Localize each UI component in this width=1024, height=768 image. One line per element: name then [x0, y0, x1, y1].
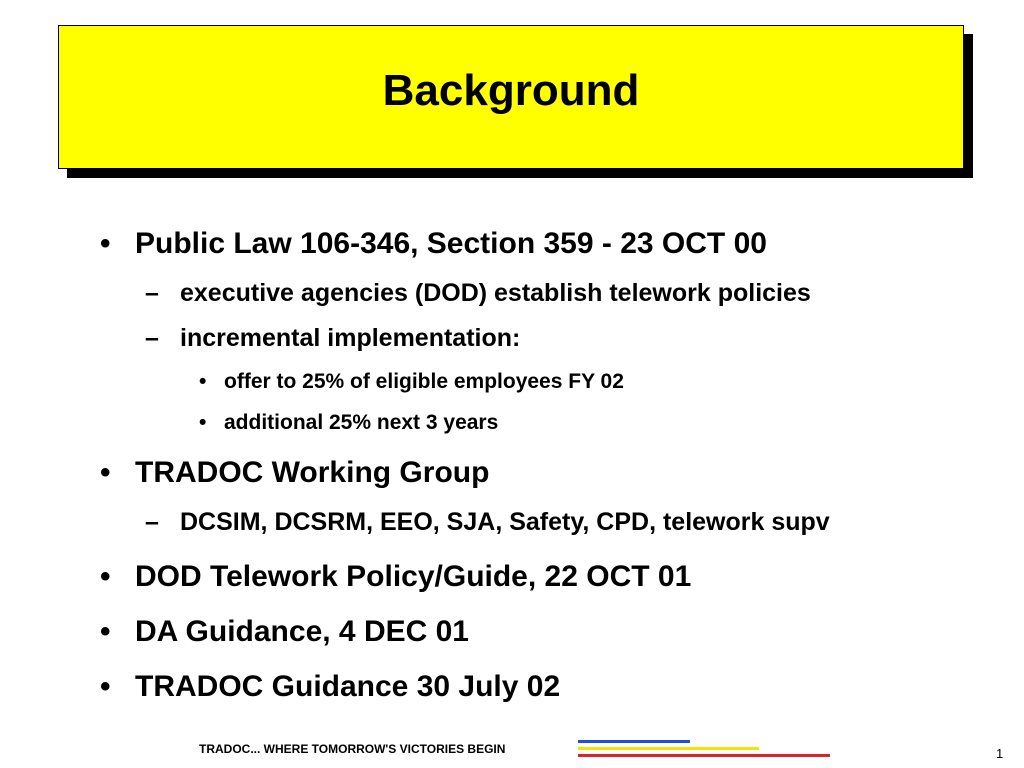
bullet-da-guidance: DA Guidance, 4 DEC 01	[135, 615, 469, 648]
sub-sub-bullet-marker: •	[199, 411, 207, 434]
footer-motto: TRADOC... WHERE TOMORROW'S VICTORIES BEGIN	[199, 742, 506, 756]
sub-sub-bullet-additional: additional 25% next 3 years	[224, 411, 499, 434]
bullet-tradoc-guidance: TRADOC Guidance 30 July 02	[135, 670, 561, 703]
sub-bullet-members: DCSIM, DCSRM, EEO, SJA, Safety, CPD, telework supv	[180, 508, 830, 536]
sub-bullet-executive-agencies: executive agencies (DOD) establish telework policies	[180, 279, 811, 307]
sub-bullet-marker: –	[145, 508, 159, 536]
bullet-marker: •	[100, 227, 111, 260]
sub-sub-bullet-offer: offer to 25% of eligible employees FY 02	[224, 370, 624, 393]
footer-stripe-yellow	[578, 747, 759, 750]
footer-stripe-blue	[578, 740, 690, 743]
bullet-marker: •	[100, 615, 111, 648]
slide-title: Background	[382, 66, 640, 115]
page-number: 1	[996, 746, 1004, 761]
bullet-dod-policy: DOD Telework Policy/Guide, 22 OCT 01	[135, 560, 692, 593]
bullet-marker: •	[100, 560, 111, 593]
bullet-marker: •	[100, 670, 111, 703]
bullet-marker: •	[100, 456, 111, 489]
footer-stripe-red	[578, 754, 830, 757]
bullet-working-group: TRADOC Working Group	[135, 456, 490, 489]
sub-bullet-incremental: incremental implementation:	[180, 324, 521, 352]
bullet-public-law: Public Law 106-346, Section 359 - 23 OCT 00	[135, 227, 767, 260]
sub-bullet-marker: –	[145, 324, 159, 352]
sub-bullet-marker: –	[145, 279, 159, 307]
sub-sub-bullet-marker: •	[199, 370, 207, 393]
